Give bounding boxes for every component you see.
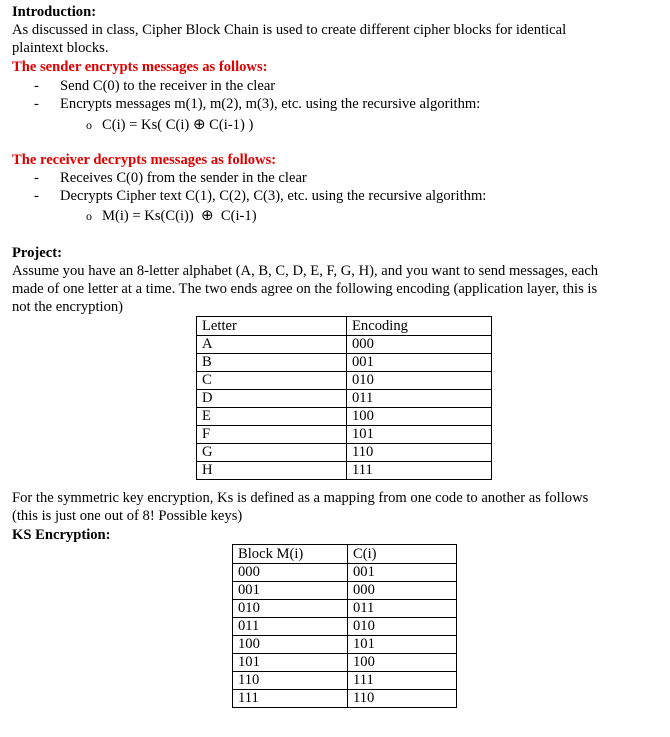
project-heading: Project: [12, 245, 62, 261]
sender-item-1-text: Send C(0) to the receiver in the clear [60, 78, 276, 94]
receiver-formula [86, 206, 257, 225]
table-header-row [197, 317, 492, 336]
block-cell: 101 [233, 654, 348, 672]
table-header-row [233, 545, 457, 564]
ks-encryption-heading: KS Encryption: [12, 527, 111, 543]
sender-formula-rhs: C(i-1) ) [209, 117, 254, 133]
circle-bullet-icon: o [86, 118, 92, 132]
letter-cell: G [197, 444, 347, 462]
letter-cell: H [197, 462, 347, 480]
table-row [233, 672, 457, 690]
table-row [233, 564, 457, 582]
letter-cell: E [197, 408, 347, 426]
encoding-cell: 011 [347, 390, 492, 408]
circle-bullet-icon: o [86, 209, 92, 223]
project-line-2: made of one letter at a time. The two ends agree on the following encoding (application layer, this is [12, 281, 598, 297]
key-line-1: For the symmetric key encryption, Ks is defined as a mapping from one code to another as follows [12, 490, 589, 506]
table-row [197, 336, 492, 354]
sender-heading: The sender encrypts messages as follows: [12, 59, 268, 75]
sender-item-2-text: Encrypts messages m(1), m(2), m(3), etc. using the recursive algorithm: [60, 96, 481, 112]
table-row [197, 390, 492, 408]
xor-symbol: ⊕ [192, 115, 206, 133]
intro-line-1: As discussed in class, Cipher Block Chain is used to create different cipher blocks for identical [12, 22, 567, 38]
block-cell: 111 [233, 690, 348, 708]
letter-cell: C [197, 372, 347, 390]
encoding-cell: 001 [347, 354, 492, 372]
table-row [197, 354, 492, 372]
sender-formula-lhs: C(i) = Ks( C(i) [102, 117, 190, 133]
table-row [233, 636, 457, 654]
project-line-1: Assume you have an 8-letter alphabet (A, B, C, D, E, F, G, H), and you want to send messages, each [12, 263, 599, 279]
encoding-cell: 000 [347, 336, 492, 354]
intro-heading: Introduction: [12, 4, 97, 20]
table-row [197, 372, 492, 390]
sender-item-2 [34, 95, 480, 113]
cipher-cell: 101 [348, 636, 457, 654]
cipher-cell: 001 [348, 564, 457, 582]
letter-cell: D [197, 390, 347, 408]
column-header-letter: Letter [197, 317, 347, 336]
ks-table [232, 544, 457, 708]
block-cell: 110 [233, 672, 348, 690]
encoding-cell: 110 [347, 444, 492, 462]
receiver-formula-lhs: M(i) = Ks(C(i)) [102, 208, 194, 224]
table-row [197, 444, 492, 462]
cipher-cell: 010 [348, 618, 457, 636]
dash-marker: - [34, 170, 39, 186]
table-row [197, 408, 492, 426]
table-row [233, 600, 457, 618]
cipher-cell: 011 [348, 600, 457, 618]
dash-marker: - [34, 96, 39, 112]
cipher-cell: 000 [348, 582, 457, 600]
block-cell: 001 [233, 582, 348, 600]
table-row [233, 690, 457, 708]
receiver-formula-rhs: C(i-1) [220, 208, 257, 224]
block-cell: 011 [233, 618, 348, 636]
encoding-cell: 100 [347, 408, 492, 426]
intro-line-2: plaintext blocks. [12, 40, 109, 56]
sender-item-1 [34, 77, 275, 95]
dash-marker: - [34, 188, 39, 204]
cipher-cell: 110 [348, 690, 457, 708]
receiver-item-2 [34, 187, 486, 205]
receiver-item-1 [34, 169, 307, 187]
key-line-2: (this is just one out of 8! Possible keys) [12, 508, 243, 524]
table-row [197, 426, 492, 444]
letter-cell: A [197, 336, 347, 354]
table-row [233, 582, 457, 600]
encoding-cell: 101 [347, 426, 492, 444]
table-row [233, 618, 457, 636]
column-header-block: Block M(i) [233, 545, 348, 564]
column-header-encoding: Encoding [347, 317, 492, 336]
column-header-cipher: C(i) [348, 545, 457, 564]
block-cell: 010 [233, 600, 348, 618]
dash-marker: - [34, 78, 39, 94]
cipher-cell: 100 [348, 654, 457, 672]
receiver-heading: The receiver decrypts messages as follows: [12, 152, 277, 168]
sender-formula [86, 115, 253, 134]
letter-cell: B [197, 354, 347, 372]
project-line-3: not the encryption) [12, 299, 124, 315]
letter-cell: F [197, 426, 347, 444]
table-row [197, 462, 492, 480]
encoding-table [196, 316, 492, 480]
cipher-cell: 111 [348, 672, 457, 690]
receiver-item-1-text: Receives C(0) from the sender in the clear [60, 170, 307, 186]
encoding-cell: 111 [347, 462, 492, 480]
xor-symbol: ⊕ [201, 206, 214, 224]
table-row [233, 654, 457, 672]
encoding-cell: 010 [347, 372, 492, 390]
block-cell: 000 [233, 564, 348, 582]
receiver-item-2-text: Decrypts Cipher text C(1), C(2), C(3), etc. using the recursive algorithm: [60, 188, 487, 204]
block-cell: 100 [233, 636, 348, 654]
